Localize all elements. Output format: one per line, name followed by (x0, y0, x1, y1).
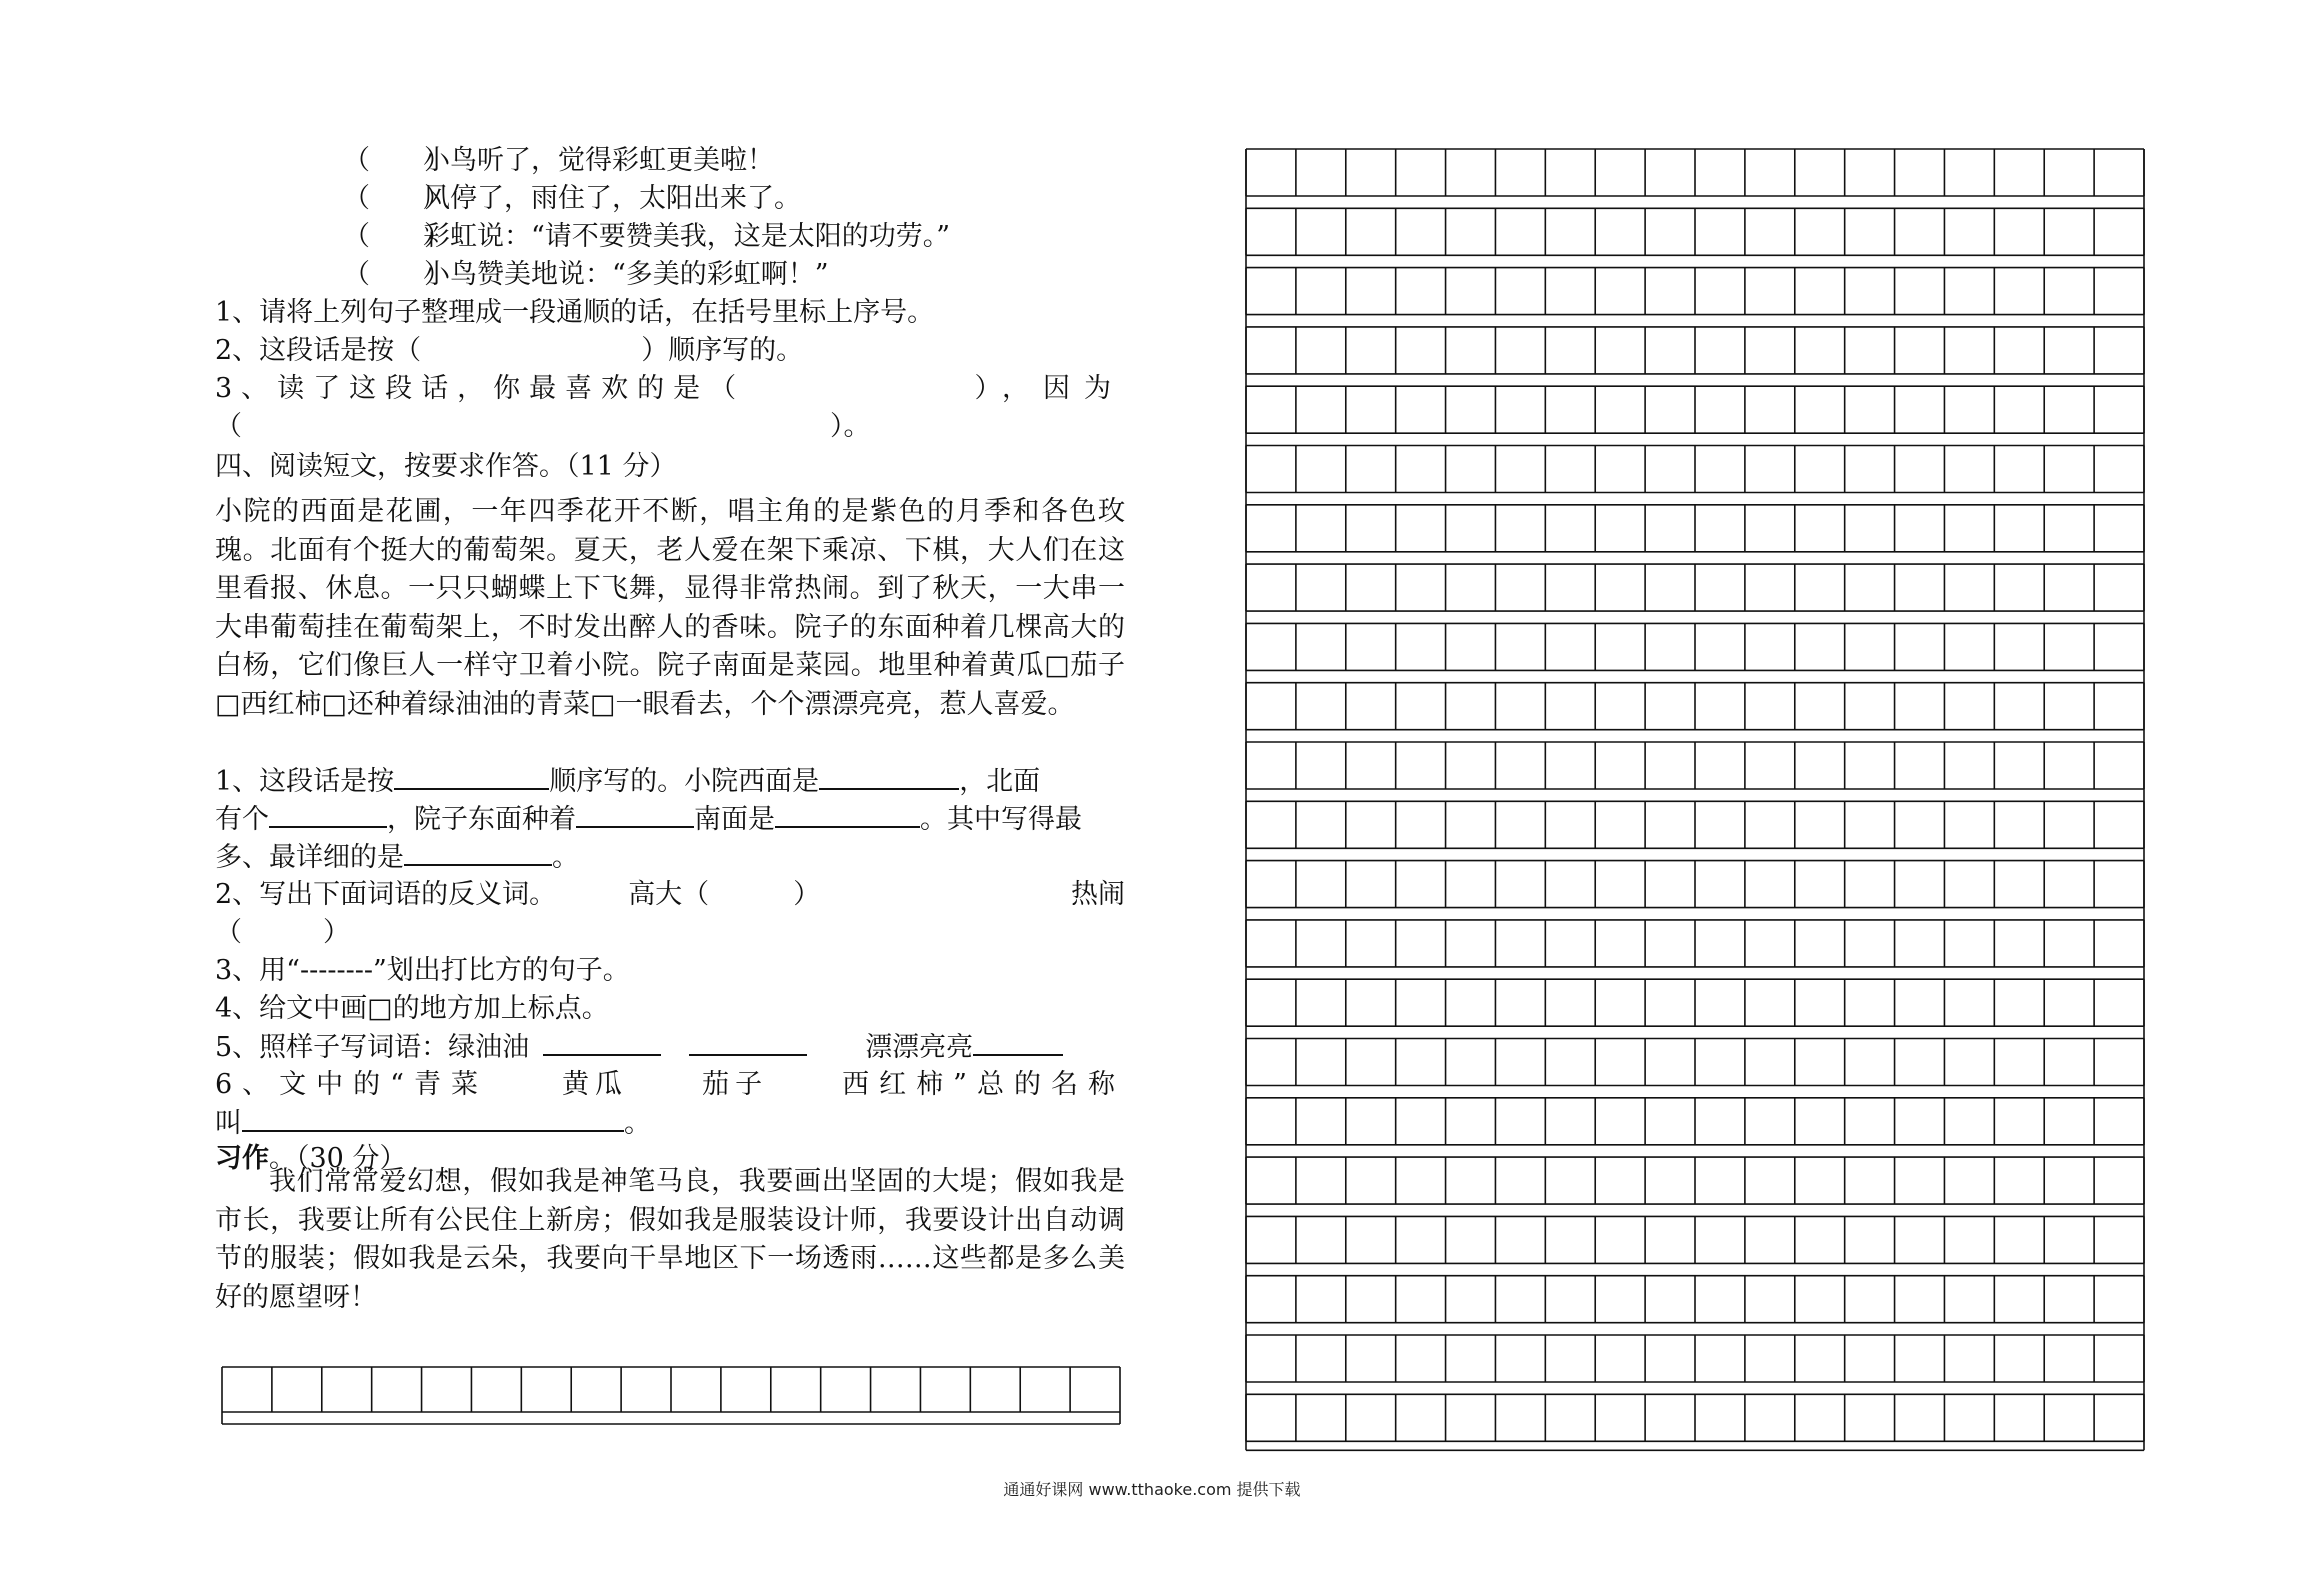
s4-question-1-cont: 有个 ，院子东面种着 南面是 。其中写得最 (215, 800, 1082, 838)
left-essay-grid (222, 1367, 1120, 1424)
question-3: 3、读了这段话，你最喜欢的是（ ），因为 (215, 373, 1125, 404)
s4-question-5: 5、照样子写词语：绿油油 漂漂亮亮 (215, 1028, 1063, 1066)
s4-question-6: 6、文中的“青菜 黄瓜 茄子 西红柿”总的名称 (215, 1069, 1125, 1100)
question-2: 2、这段话是按（ ）顺序写的。 (215, 335, 804, 366)
right-essay-grid (1246, 149, 2144, 1450)
reading-passage: 小院的西面是花圃，一年四季花开不断，唱主角的是紫色的月季和各色玫瑰。北面有个挺大的葡萄架。夏天，老人爱在架下乘凉、下棋，大人们在这里看报、休息。一只只蝴蝶上下飞舞，显得非常热闹。到了秋天，一大串一大串葡萄挂在葡萄架上，不时发出醉人的香味。院子的东面种着几棵高大的白杨，它们像巨人一样守卫着小院。院子南面是菜园。地里种着黄瓜□茄子□西红柿□还种着绿油油的青菜□一眼看去，个个漂漂亮亮，惹人喜爱。 (215, 496, 1125, 720)
s4-question-3: 3、用“--------”划出打比方的句子。 (215, 955, 630, 986)
s4-question-1-end: 多、最详细的是 。 (215, 838, 579, 876)
question-1: 1、请将上列句子整理成一段通顺的话，在括号里标上序号。 (215, 297, 935, 328)
sequence-sentence: （ ）彩虹说：“请不要赞美我，这是太阳的功劳。” (343, 221, 951, 252)
s4-question-6-cont: 叫 。 (215, 1104, 651, 1142)
sequence-sentence: （ ）小鸟听了，觉得彩虹更美啦！ (343, 145, 774, 176)
sequence-sentence: （ ）小鸟赞美地说：“多美的彩虹啊！” (343, 259, 829, 290)
s4-question-1: 1、这段话是按 顺序写的。小院西面是 ，北面 (215, 762, 1040, 800)
s4-question-4: 4、给文中画□的地方加上标点。 (215, 993, 609, 1024)
composition-prompt: 我们常常爱幻想，假如我是神笔马良，我要画出坚固的大堤；假如我是市长，我要让所有公民住上新房；假如我是服装设计师，我要设计出自动调节的服装；假如我是云朵，我要向干旱地区下一场透雨……这些都是多么美好的愿望呀！ (215, 1166, 1125, 1313)
section-4-title: 四、阅读短文，按要求作答。（11 分） (215, 451, 677, 482)
s4-question-2-cont: （ ） (215, 917, 350, 948)
page-footer: 通通好课网 www.tthaoke.com 提供下载 (1003, 1480, 1301, 1499)
composition-title: 习作。（30 分） (215, 1143, 407, 1174)
sequence-sentence: （ ）风停了，雨住了，太阳出来了。 (343, 183, 801, 214)
question-3-reason: （ ）。 (215, 411, 871, 442)
s4-question-2: 2、写出下面词语的反义词。 高大（ ） 热闹 (215, 879, 1125, 910)
